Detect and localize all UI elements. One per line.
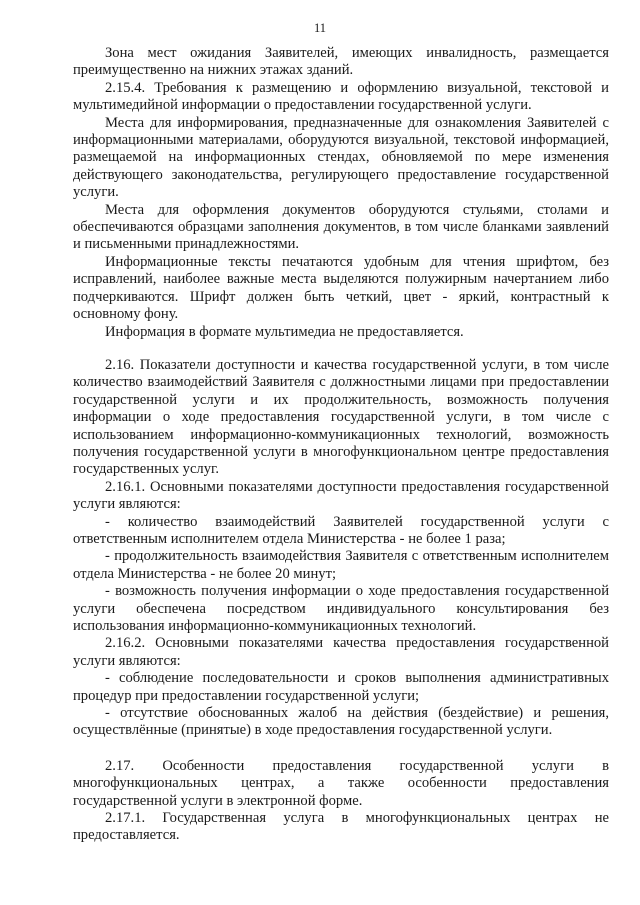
list-item-sequence: - соблюдение последовательности и сроков выполнения административных процедур при предоставлении государственной услуги;: [73, 670, 609, 704]
paragraph-info-places: Места для информирования, предназначенные для ознакомления Заявителей с информационными материалами, оборудуются визуальной, текстовой информацией, размещаемой на информационных стендах, обновляемой по мере изменения действующего законодательства, регулирующего предоставление государственной услуги.: [73, 114, 609, 201]
list-item-info-access: - возможность получения информации о ходе предоставления государственной услуги обеспечена посредством индивидуального консультирования без использования информационно-коммуникационных технологий.: [73, 583, 609, 634]
paragraph-2-17: 2.17. Особенности предоставления государственной услуги в многофункциональных центрах, а также особенности предоставления государственной услуги в электронной форме.: [73, 757, 609, 809]
paragraph-2-17-1: 2.17.1. Государственная услуга в многофункциональных центрах не предоставляется.: [73, 810, 609, 844]
document-body: [73, 45, 609, 845]
list-item-interactions: - количество взаимодействий Заявителей государственной услуги с ответственным исполнителем отдела Министерства - не более 1 раза;: [73, 513, 609, 547]
paragraph-multimedia: Информация в формате мультимедиа не предоставляется.: [105, 323, 464, 340]
paragraph-waiting-zone: Зона мест ожидания Заявителей, имеющих инвалидность, размещается преимущественно на нижних этажах зданий.: [73, 45, 609, 79]
paragraph-2-16: 2.16. Показатели доступности и качества государственной услуги, в том числе количество взаимодействий Заявителя с должностными лицами при предоставлении государственной услуги и их продолжительность, возможность получения информации о ходе предоставления государственной услуги, в том числе с использованием информационно-коммуникационных технологий, возможность получения государственной услуги в многофункциональном центре предоставления государственных услуг.: [73, 356, 609, 478]
list-item-duration: - продолжительность взаимодействия Заявителя с ответственным исполнителем отдела Министерства - не более 20 минут;: [73, 548, 609, 582]
paragraph-2-16-2: 2.16.2. Основными показателями качества предоставления государственной услуги являются:: [73, 635, 609, 669]
paragraph-info-texts: Информационные тексты печатаются удобным для чтения шрифтом, без исправлений, наиболее важные места выделяются полужирным начертанием либо подчеркиваются. Шрифт должен быть четкий, цвет - яркий, контрастный к основному фону.: [73, 253, 609, 323]
paragraph-2-16-1: 2.16.1. Основными показателями доступности предоставления государственной услуги являются:: [73, 478, 609, 513]
paragraph-document-places: Места для оформления документов оборудуются стульями, столами и обеспечиваются образцами заполнения документов, в том числе бланками заявлений и письменными принадлежностями.: [73, 201, 609, 253]
page-number: 11: [313, 21, 327, 35]
list-item-no-complaints: - отсутствие обоснованных жалоб на действия (бездействие) и решения, осуществлённые (принятые) в ходе предоставления государственной услуги.: [73, 705, 609, 739]
paragraph-2-15-4: 2.15.4. Требования к размещению и оформлению визуальной, текстовой и мультимедийной информации о предоставлении государственной услуги.: [73, 79, 609, 114]
